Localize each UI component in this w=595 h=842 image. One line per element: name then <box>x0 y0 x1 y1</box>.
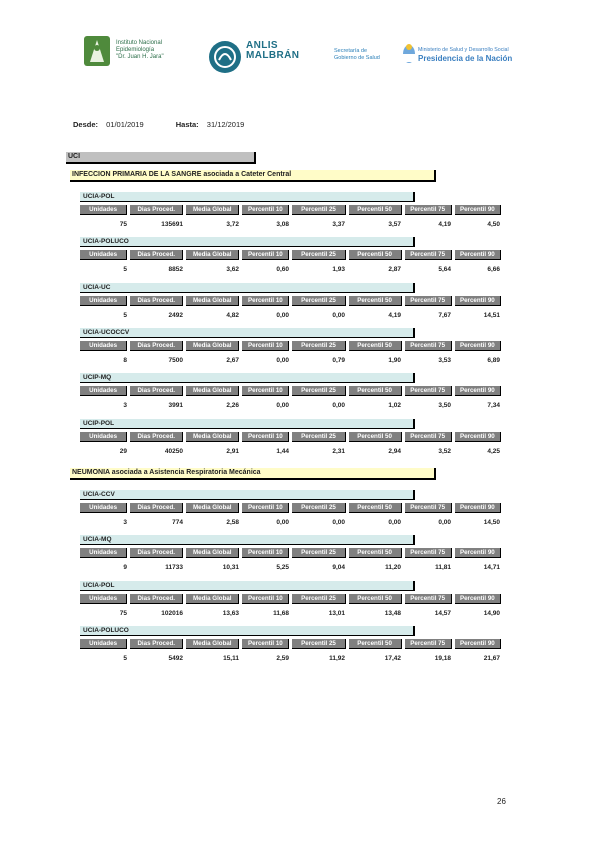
table-cell: 5,64 <box>438 266 451 274</box>
table-row <box>80 609 504 618</box>
table-cell: 4,25 <box>487 447 500 455</box>
column-header: Dias Proced. <box>130 296 183 306</box>
table-cell: 6,66 <box>487 266 500 274</box>
table-cell: 8 <box>123 356 127 364</box>
unit-name: UCIA-UC <box>80 283 415 293</box>
table-header-row <box>80 205 504 215</box>
table-cell: 102016 <box>161 609 183 617</box>
table-row <box>80 401 504 410</box>
instituto-logo-icon <box>82 34 112 68</box>
table-cell: 2,67 <box>226 356 239 364</box>
column-header: Percentil 10 <box>242 548 289 558</box>
table-cell: 13,01 <box>328 609 345 617</box>
table-row <box>80 356 504 365</box>
table-row <box>80 220 504 229</box>
table-cell: 11,68 <box>273 609 289 617</box>
column-header: Percentil 10 <box>242 639 289 649</box>
column-header: Dias Proced. <box>130 594 183 604</box>
table-cell: 9,04 <box>332 564 345 572</box>
column-header: Media Global <box>186 432 239 442</box>
table-cell: 0,00 <box>388 519 401 526</box>
column-header: Percentil 10 <box>242 386 289 396</box>
column-header: Percentil 90 <box>455 432 501 442</box>
table-cell: 5 <box>123 266 127 274</box>
column-header: Percentil 25 <box>292 548 345 558</box>
unit-block <box>80 535 504 572</box>
unit-name: UCIA-MQ <box>80 535 415 545</box>
table-cell: 1,90 <box>388 356 401 364</box>
page-number: 26 <box>497 797 506 806</box>
to-label: Hasta: <box>175 120 199 129</box>
column-header: Percentil 10 <box>242 341 289 351</box>
column-header: Unidades <box>80 432 127 442</box>
unit-block <box>80 581 504 618</box>
table-cell: 14,57 <box>434 609 451 617</box>
from-value: 01/01/2019 <box>106 120 144 129</box>
column-header: Percentil 50 <box>349 250 402 260</box>
column-header: Percentil 90 <box>455 548 501 558</box>
column-header: Percentil 90 <box>455 503 501 513</box>
table-cell: 8852 <box>168 266 183 274</box>
table-cell: 3,57 <box>388 221 401 228</box>
table-header-row <box>80 386 504 396</box>
unit-name: UCIA-UCOCCV <box>80 328 415 338</box>
table-cell: 2492 <box>168 311 183 319</box>
table-header-row <box>80 548 504 558</box>
column-header: Percentil 10 <box>242 503 289 513</box>
unit-name: UCIA-POLUCO <box>80 626 415 636</box>
column-header: Dias Proced. <box>130 386 183 396</box>
table-cell: 2,58 <box>226 519 239 526</box>
table-cell: 11,92 <box>329 654 345 662</box>
column-header: Dias Proced. <box>130 205 183 215</box>
unit-name: UCIA-CCV <box>80 490 415 500</box>
table-cell: 0,00 <box>332 402 345 410</box>
table-row <box>80 265 504 274</box>
table-cell: 0,79 <box>332 356 345 364</box>
unit-block <box>80 328 504 365</box>
table-cell: 2,94 <box>388 447 401 455</box>
table-cell: 3,62 <box>226 266 239 274</box>
column-header: Percentil 90 <box>455 341 501 351</box>
unit-name: UCIA-POL <box>80 192 415 202</box>
column-header: Media Global <box>186 503 239 513</box>
area-label: UCI <box>66 152 256 164</box>
table-row <box>80 563 504 572</box>
column-header: Dias Proced. <box>130 548 183 558</box>
column-header: Unidades <box>80 250 127 260</box>
table-cell: 7,67 <box>438 311 451 319</box>
table-cell: 2,31 <box>332 447 345 455</box>
table-cell: 14,50 <box>483 519 500 526</box>
table-cell: 21,67 <box>483 654 500 662</box>
column-header: Dias Proced. <box>130 639 183 649</box>
table-cell: 3,52 <box>438 447 451 455</box>
unit-name: UCIA-POL <box>80 581 415 591</box>
column-header: Percentil 90 <box>455 250 501 260</box>
table-header-row <box>80 432 504 442</box>
column-header: Percentil 50 <box>349 386 402 396</box>
column-header: Percentil 25 <box>292 341 345 351</box>
table-cell: 3,37 <box>332 221 345 228</box>
table-cell: 11,20 <box>385 564 401 572</box>
column-header: Percentil 75 <box>405 432 452 442</box>
column-header: Dias Proced. <box>130 503 183 513</box>
column-header: Percentil 50 <box>349 341 402 351</box>
column-header: Unidades <box>80 548 127 558</box>
table-header-row <box>80 594 504 604</box>
table-header-row <box>80 250 504 260</box>
table-row <box>80 447 504 456</box>
column-header: Unidades <box>80 594 127 604</box>
table-header-row <box>80 639 504 649</box>
column-header: Percentil 75 <box>405 594 452 604</box>
column-header: Percentil 50 <box>349 296 402 306</box>
table-header-row <box>80 503 504 513</box>
table-cell: 4,19 <box>388 311 401 319</box>
column-header: Percentil 50 <box>349 432 402 442</box>
column-header: Percentil 75 <box>405 296 452 306</box>
table-cell: 14,51 <box>483 311 500 319</box>
column-header: Unidades <box>80 386 127 396</box>
column-header: Percentil 50 <box>349 548 402 558</box>
column-header: Dias Proced. <box>130 432 183 442</box>
unit-block <box>80 237 504 274</box>
column-header: Percentil 75 <box>405 386 452 396</box>
unit-block <box>80 373 504 410</box>
column-header: Percentil 10 <box>242 250 289 260</box>
to-value: 31/12/2019 <box>206 120 245 129</box>
column-header: Percentil 50 <box>349 639 402 649</box>
table-cell: 5,25 <box>276 564 289 572</box>
column-header: Unidades <box>80 341 127 351</box>
column-header: Media Global <box>186 548 239 558</box>
column-header: Media Global <box>186 205 239 215</box>
anlis-logo-icon <box>208 40 242 74</box>
table-cell: 3991 <box>168 402 183 410</box>
column-header: Percentil 25 <box>292 503 345 513</box>
table-cell: 0,00 <box>332 311 345 319</box>
escudo-icon <box>402 42 416 64</box>
table-cell: 14,90 <box>483 609 500 617</box>
unit-block <box>80 626 504 663</box>
table-cell: 5492 <box>168 654 183 662</box>
column-header: Percentil 90 <box>455 594 501 604</box>
table-cell: 2,91 <box>226 447 239 455</box>
table-cell: 7,34 <box>487 402 500 410</box>
column-header: Media Global <box>186 594 239 604</box>
column-header: Percentil 25 <box>292 250 345 260</box>
column-header: Percentil 25 <box>292 639 345 649</box>
table-cell: 11733 <box>165 564 183 572</box>
table-cell: 14,71 <box>483 564 500 572</box>
table-cell: 10,31 <box>222 564 239 572</box>
table-header-row <box>80 296 504 306</box>
table-cell: 9 <box>123 564 127 572</box>
column-header: Percentil 10 <box>242 296 289 306</box>
table-cell: 2,87 <box>388 266 401 274</box>
table-cell: 0,00 <box>332 519 345 526</box>
column-header: Media Global <box>186 250 239 260</box>
table-row <box>80 654 504 663</box>
table-cell: 3,50 <box>438 402 451 410</box>
table-cell: 6,89 <box>487 356 500 364</box>
table-cell: 4,19 <box>438 221 451 228</box>
column-header: Percentil 75 <box>405 205 452 215</box>
date-range <box>73 120 250 129</box>
table-cell: 4,82 <box>226 311 239 319</box>
table-cell: 75 <box>119 221 127 228</box>
table-cell: 3 <box>123 402 127 410</box>
table-cell: 1,44 <box>276 447 289 455</box>
table-cell: 5 <box>123 654 127 662</box>
table-cell: 15,11 <box>223 654 239 662</box>
column-header: Percentil 90 <box>455 205 501 215</box>
table-cell: 0,00 <box>276 311 289 319</box>
table-row <box>80 311 504 320</box>
column-header: Percentil 25 <box>292 296 345 306</box>
table-cell: 3,08 <box>276 221 289 228</box>
unit-name: UCIP-MQ <box>80 373 415 383</box>
column-header: Percentil 75 <box>405 250 452 260</box>
table-cell: 7500 <box>168 356 183 364</box>
anlis-name: ANLIS MALBRÁN <box>246 40 300 61</box>
section-title: NEUMONIA asociada a Asistencia Respiratoria Mecánica <box>70 468 436 480</box>
column-header: Percentil 50 <box>349 205 402 215</box>
column-header: Percentil 75 <box>405 639 452 649</box>
table-cell: 2,26 <box>226 402 239 410</box>
table-cell: 0,00 <box>276 402 289 410</box>
unit-name: UCIA-POLUCO <box>80 237 415 247</box>
table-cell: 13,48 <box>384 609 401 617</box>
table-cell: 0,00 <box>276 519 289 526</box>
unit-block <box>80 192 504 229</box>
from-label: Desde: <box>73 120 99 129</box>
table-cell: 29 <box>119 447 127 455</box>
column-header: Unidades <box>80 639 127 649</box>
column-header: Unidades <box>80 503 127 513</box>
column-header: Media Global <box>186 341 239 351</box>
table-cell: 3,53 <box>438 356 451 364</box>
column-header: Dias Proced. <box>130 250 183 260</box>
column-header: Percentil 10 <box>242 205 289 215</box>
column-header: Media Global <box>186 296 239 306</box>
column-header: Percentil 90 <box>455 386 501 396</box>
table-cell: 40250 <box>164 447 183 455</box>
column-header: Media Global <box>186 639 239 649</box>
unit-block <box>80 283 504 320</box>
table-cell: 19,18 <box>434 654 451 662</box>
header-logos <box>0 30 595 90</box>
table-cell: 4,50 <box>487 221 500 228</box>
table-cell: 3 <box>123 519 127 526</box>
table-cell: 11,81 <box>435 564 451 572</box>
column-header: Percentil 50 <box>349 503 402 513</box>
column-header: Percentil 10 <box>242 432 289 442</box>
column-header: Percentil 25 <box>292 205 345 215</box>
column-header: Percentil 25 <box>292 432 345 442</box>
column-header: Percentil 50 <box>349 594 402 604</box>
table-cell: 0,60 <box>276 266 289 274</box>
column-header: Percentil 75 <box>405 503 452 513</box>
table-cell: 17,42 <box>384 654 401 662</box>
column-header: Percentil 90 <box>455 639 501 649</box>
column-header: Media Global <box>186 386 239 396</box>
table-cell: 2,59 <box>276 654 289 662</box>
table-cell: 1,93 <box>332 266 345 274</box>
column-header: Unidades <box>80 296 127 306</box>
table-cell: 1,02 <box>388 402 401 410</box>
unit-name: UCIP-POL <box>80 419 415 429</box>
table-cell: 3,72 <box>226 221 239 228</box>
column-header: Percentil 10 <box>242 594 289 604</box>
unit-block <box>80 419 504 456</box>
column-header: Percentil 25 <box>292 386 345 396</box>
secretaria-name: Secretaría de Gobierno de Salud <box>334 48 380 61</box>
column-header: Unidades <box>80 205 127 215</box>
table-cell: 0,00 <box>438 519 451 526</box>
table-cell: 75 <box>119 609 127 617</box>
column-header: Percentil 25 <box>292 594 345 604</box>
table-header-row <box>80 341 504 351</box>
section-title: INFECCION PRIMARIA DE LA SANGRE asociada a Cateter Central <box>70 170 436 182</box>
table-row <box>80 518 504 527</box>
table-cell: 0,00 <box>276 356 289 364</box>
instituto-name: Instituto Nacional Epidemiología "Dr. Juan H. Jara" <box>116 40 164 60</box>
table-cell: 774 <box>172 519 183 526</box>
column-header: Dias Proced. <box>130 341 183 351</box>
column-header: Percentil 75 <box>405 548 452 558</box>
table-cell: 13,63 <box>222 609 239 617</box>
column-header: Percentil 90 <box>455 296 501 306</box>
ministerio-name: Ministerio de Salud y Desarrollo Social Presidencia de la Nación <box>418 47 513 63</box>
unit-block <box>80 490 504 527</box>
table-cell: 5 <box>123 311 127 319</box>
column-header: Percentil 75 <box>405 341 452 351</box>
table-cell: 135691 <box>161 221 183 228</box>
